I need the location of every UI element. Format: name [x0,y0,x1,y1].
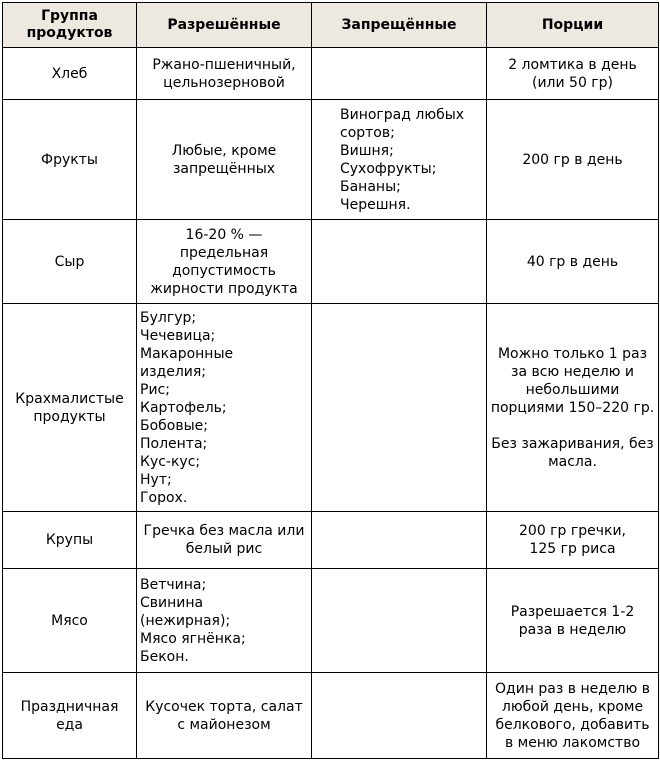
cell-allowed: Ржано-пшеничный, цельнозерновой [137,48,312,100]
cell-group: Сыр [3,220,137,304]
header-allowed: Разрешённые [137,3,312,48]
table-row [3,48,659,100]
list-item: (нежирная); [140,612,231,629]
portions-note: Без зажаривания, без масла. [491,435,654,470]
cell-forbidden [312,673,487,759]
cell-forbidden [312,569,487,673]
list-item: Свинина [140,594,204,611]
list-item: Мясо ягнёнка; [140,630,246,647]
cell-forbidden [312,220,487,304]
table-row [3,512,659,569]
cell-group: Крахмалистые продукты [3,304,137,512]
list-item: Полента; [140,435,208,452]
list-item: Вишня; [340,142,394,159]
list-item: Сухофрукты; [340,160,437,177]
cell-portions: Разрешается 1-2 раза в неделю [487,569,659,673]
cell-allowed [137,569,312,673]
list-item: Бекон. [140,648,189,665]
list-item: Макаронные [140,345,234,362]
cell-portions: 200 гр гречки, 125 гр риса [487,512,659,569]
list-item: Нут; [140,471,172,488]
list-item: Горох. [140,489,188,506]
table-row [3,569,659,673]
list-item: сортов; [340,124,395,141]
list-item: изделия; [140,363,207,380]
cell-allowed: Гречка без масла или белый рис [137,512,312,569]
cell-forbidden [312,512,487,569]
cell-forbidden [312,304,487,512]
list-item: Виноград любых [340,106,465,123]
list-item: Картофель; [140,399,227,416]
cell-portions: 40 гр в день [487,220,659,304]
cell-group: Хлеб [3,48,137,100]
list-item: Рис; [140,381,170,398]
cell-portions: Один раз в неделю в любой день, кроме белкового, добавить в меню лакомство [487,673,659,759]
cell-group: Мясо [3,569,137,673]
header-group: Группа продуктов [3,3,137,48]
header-portions: Порции [487,3,659,48]
table-row [3,673,659,759]
list-item: Кус-кус; [140,453,201,470]
list-item: Бананы; [340,178,401,195]
cell-portions: 2 ломтика в день (или 50 гр) [487,48,659,100]
list-item: Чечевица; [140,327,216,344]
cell-group: Праздничная еда [3,673,137,759]
list-item: Булгур; [140,309,197,326]
table-row [3,304,659,512]
cell-group: Фрукты [3,100,137,220]
cell-forbidden [312,100,487,220]
cell-forbidden [312,48,487,100]
cell-allowed: Кусочек торта, салат с майонезом [137,673,312,759]
portions-text: Можно только 1 раз за всю неделю и небольшими порциями 150–220 гр. [490,345,655,416]
header-row [3,3,659,48]
list-item: Черешня. [340,196,411,213]
cell-allowed: 16-20 % — предельная допустимость жирности продукта [137,220,312,304]
table-row [3,220,659,304]
cell-allowed: Любые, кроме запрещённых [137,100,312,220]
header-forbidden: Запрещённые [312,3,487,48]
diet-table [2,2,659,759]
cell-allowed [137,304,312,512]
table-row [3,100,659,220]
cell-group: Крупы [3,512,137,569]
cell-portions: 200 гр в день [487,100,659,220]
list-item: Ветчина; [140,576,207,593]
list-item: Бобовые; [140,417,209,434]
cell-portions [487,304,659,512]
